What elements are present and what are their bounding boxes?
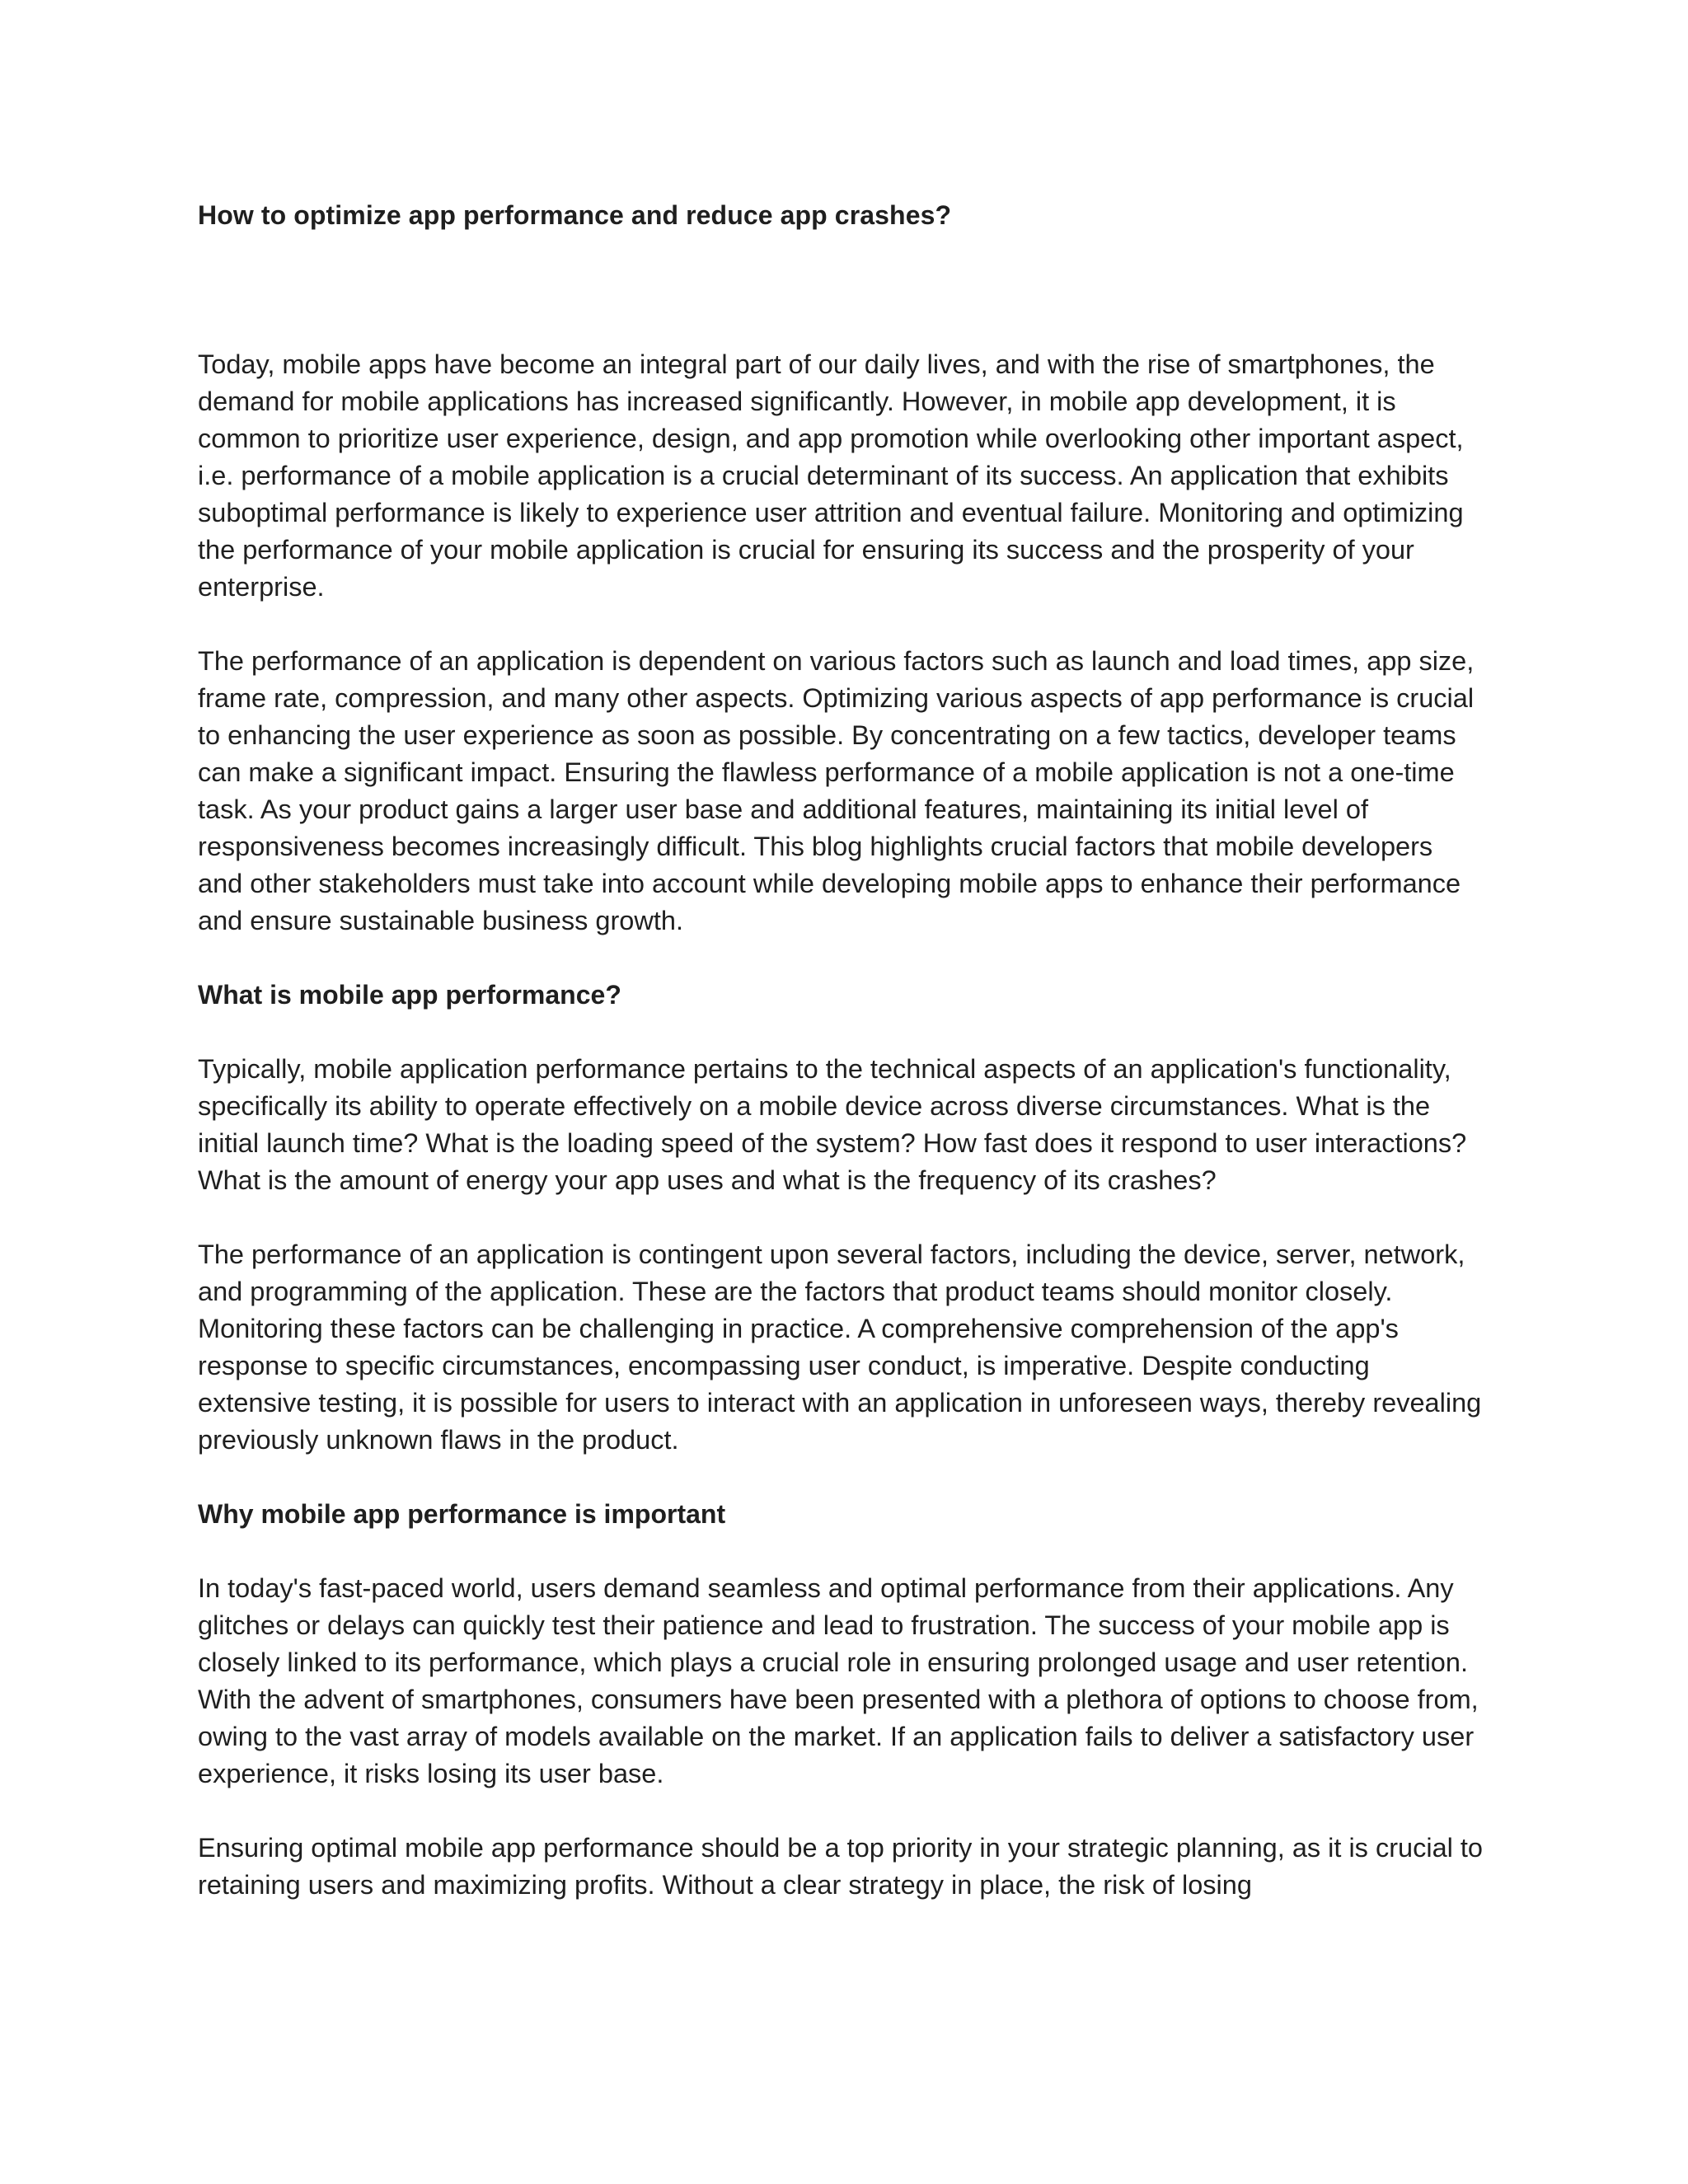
paragraph-strategy: Ensuring optimal mobile app performance should be a top priority in your strategic planning, as it is crucial to retaining users and maximizing profits. Without a clear strategy in place, the risk of losing: [198, 1833, 1484, 1900]
document-title: How to optimize app performance and reduce app crashes?: [198, 200, 952, 230]
paragraph-intro: Today, mobile apps have become an integral part of our daily lives, and with the rise of smartphones, the demand for mobile applications has increased significantly. However, in mobile app development, it is common to prioritize user experience, design, and app promotion while overlooking other important aspect, i.e. performance of a mobile application is a crucial determinant of its success. An application that exhibits suboptimal performance is likely to experience user attrition and eventual failure. Monitoring and optimizing the performance of your mobile application is crucial for ensuring its success and the prosperity of your enterprise.: [198, 349, 1464, 602]
paragraph-contingent-factors: The performance of an application is contingent upon several factors, including the device, server, network, and programming of the application. These are the factors that product teams should monitor closely. Monitoring these factors can be challenging in practice. A comprehensive comprehension of the app's response to specific circumstances, encompassing user conduct, is imperative. Despite conducting extensive testing, it is possible for users to interact with an application in unforeseen ways, thereby revealing previously unknown flaws in the product.: [198, 1240, 1482, 1455]
paragraph-user-demand: In today's fast-paced world, users demand seamless and optimal performance from their applications. Any glitches or delays can quickly test their patience and lead to frustration. The success of your mobile app is closely linked to its performance, which plays a crucial role in ensuring prolonged usage and user retention. With the advent of smartphones, consumers have been presented with a plethora of options to choose from, owing to the vast array of models available on the market. If an application fails to deliver a satisfactory user experience, it risks losing its user base.: [198, 1573, 1479, 1788]
spacer: [198, 234, 1484, 346]
paragraph-definition: Typically, mobile application performance pertains to the technical aspects of an application's functionality, specifically its ability to operate effectively on a mobile device across diverse circumstances. What is the initial launch time? What is the loading speed of the system? How fast does it respond to user interactions? What is the amount of energy your app uses and what is the frequency of its crashes?: [198, 1054, 1467, 1195]
section-heading-why-important: Why mobile app performance is important: [198, 1499, 726, 1529]
document-body: [198, 196, 1484, 1904]
paragraph-performance-factors: The performance of an application is dependent on various factors such as launch and load times, app size, frame rate, compression, and many other aspects. Optimizing various aspects of app performance is crucial to enhancing the user experience as soon as possible. By concentrating on a few tactics, developer teams can make a significant impact. Ensuring the flawless performance of a mobile application is not a one-time task. As your product gains a larger user base and additional features, maintaining its initial level of responsiveness becomes increasingly difficult. This blog highlights crucial factors that mobile developers and other stakeholders must take into account while developing mobile apps to enhance their performance and ensure sustainable business growth.: [198, 646, 1475, 935]
section-heading-what-is-performance: What is mobile app performance?: [198, 980, 621, 1010]
